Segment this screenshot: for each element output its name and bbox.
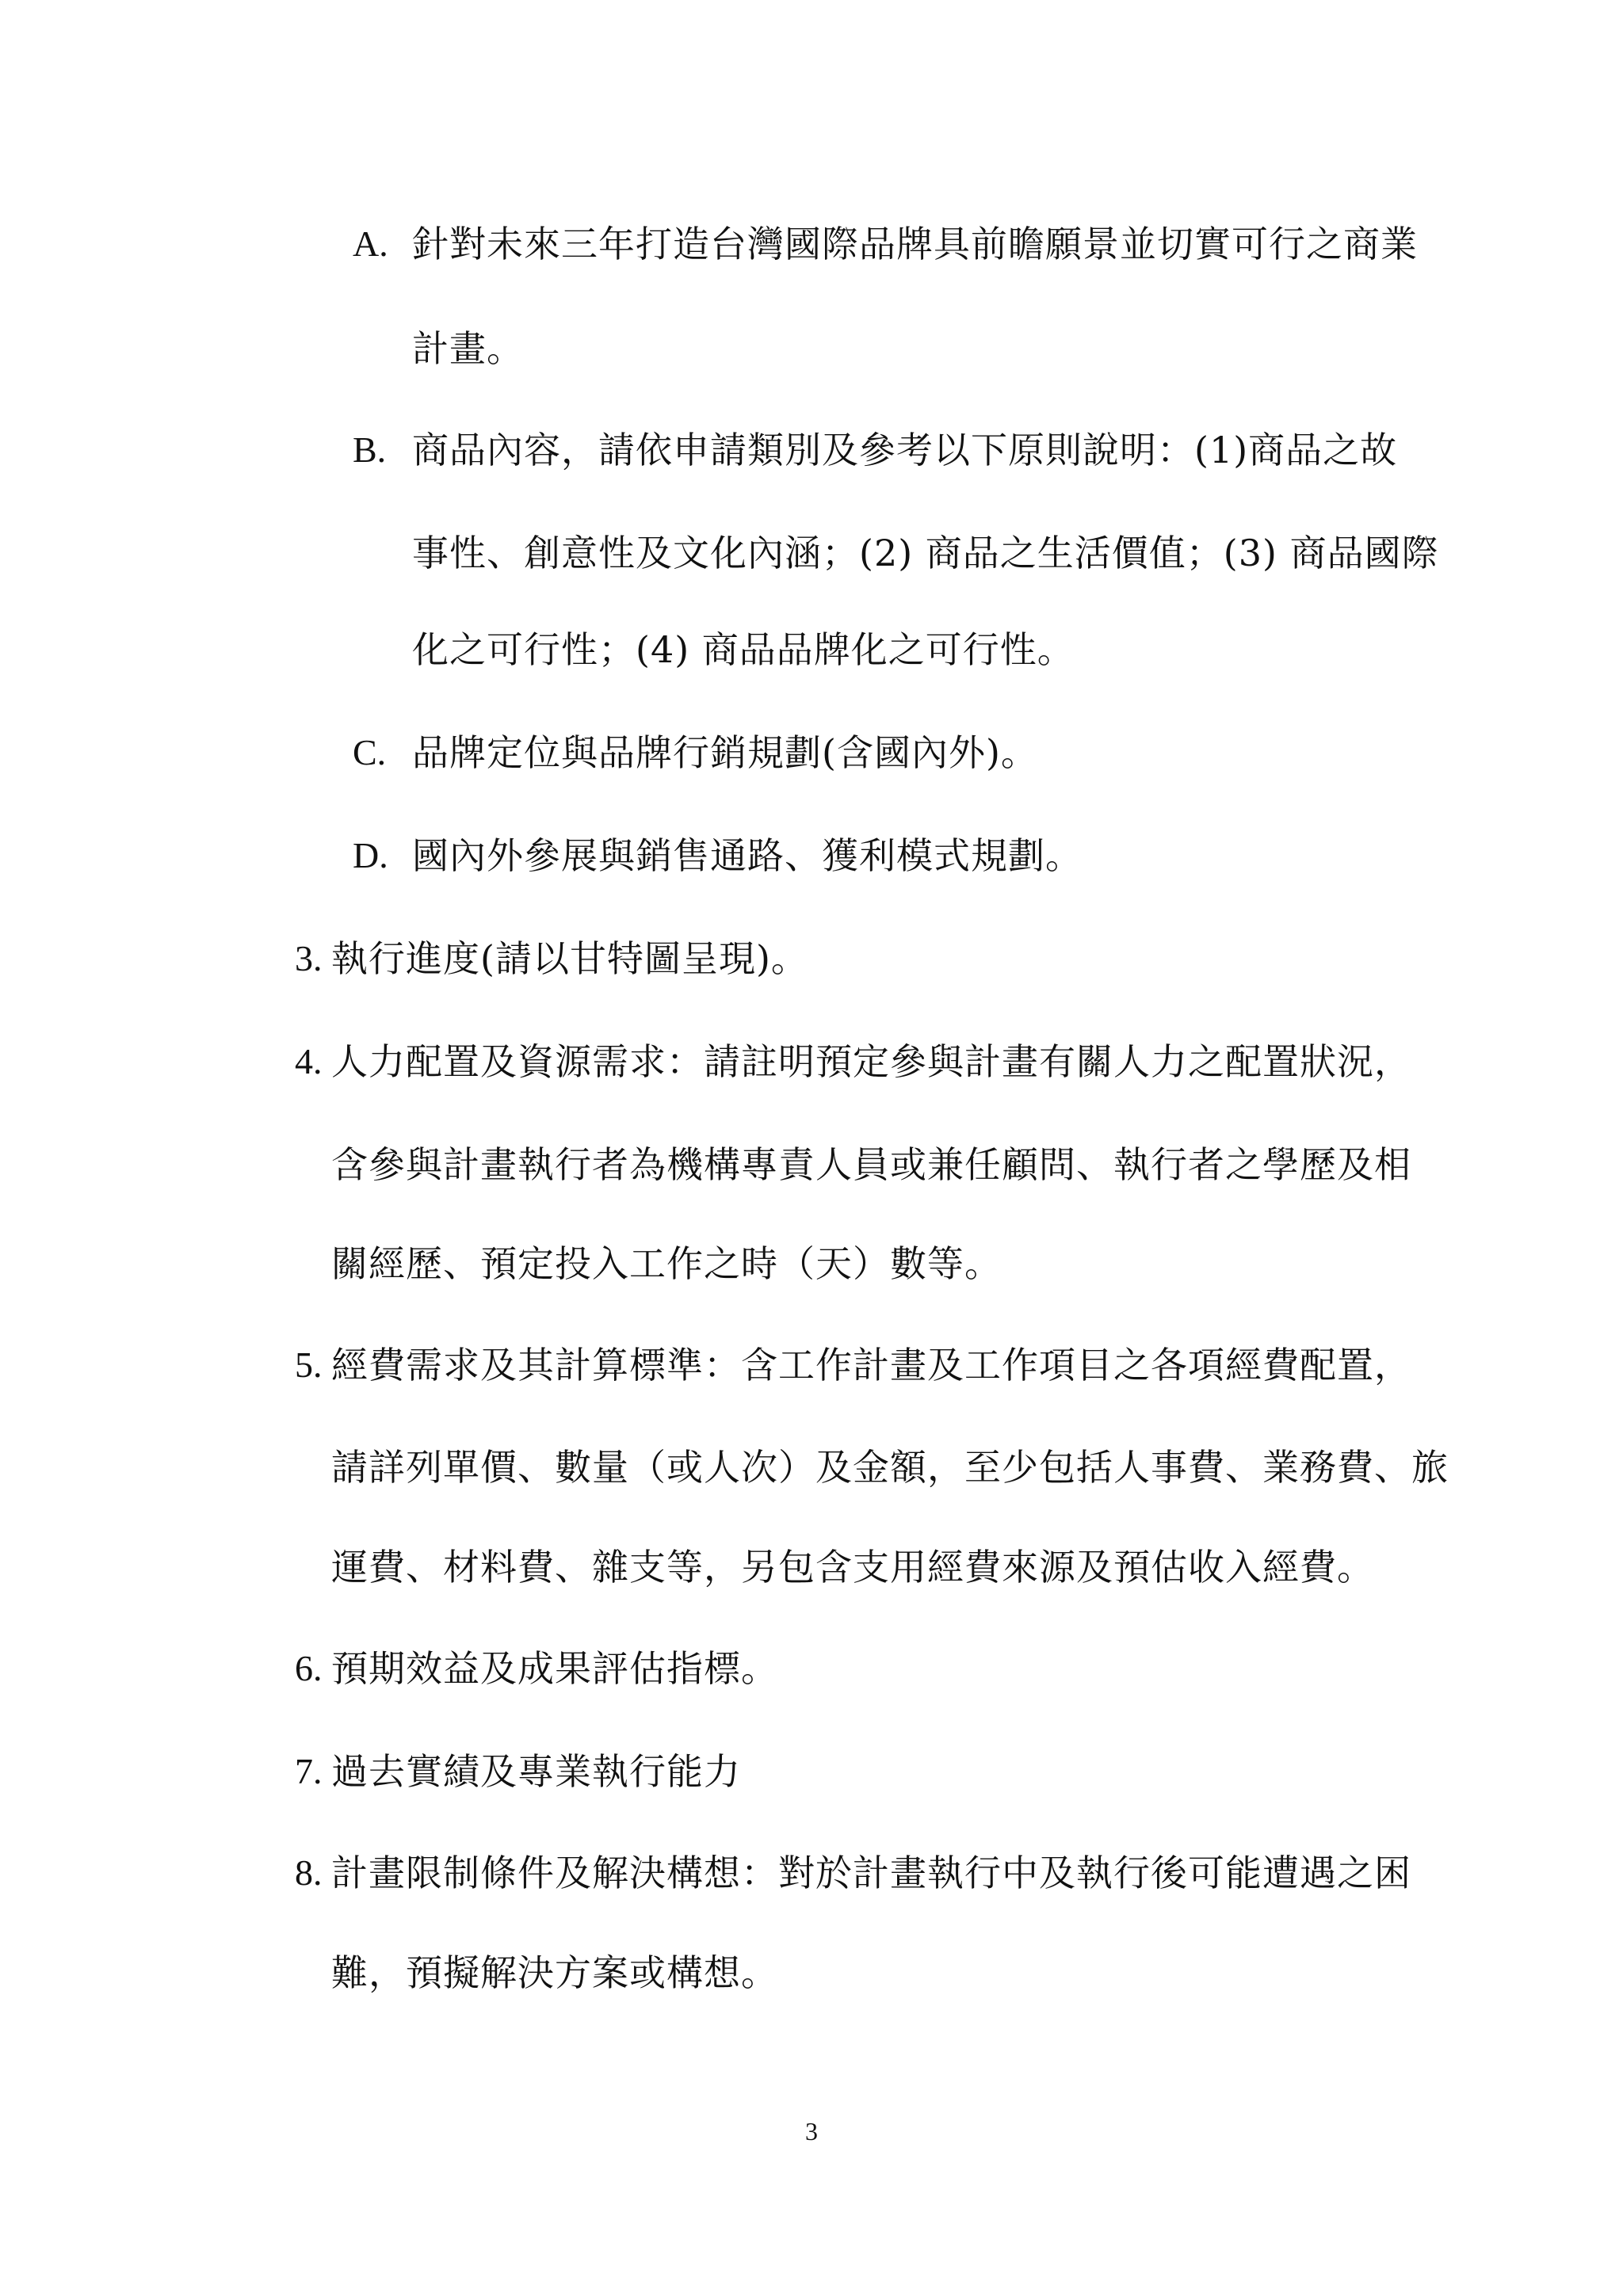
subitem-line: 事性、創意性及文化內涵；(2) 商品之生活價值；(3) 商品國際 — [412, 532, 1439, 574]
item-line: 計畫限制條件及解決構想：對於計畫執行中及執行後可能遭遇之困 — [331, 1852, 1411, 1894]
item-marker: 6. — [295, 1648, 323, 1688]
item-line: 經費需求及其計算標準：含工作計畫及工作項目之各項經費配置， — [331, 1344, 1411, 1386]
item-line: 運費、材料費、雜支等，另包含支用經費來源及預估收入經費。 — [331, 1546, 1374, 1589]
item-line: 預期效益及成果評估指標。 — [331, 1647, 778, 1690]
item-line: 請詳列單價、數量（或人次）及金額，至少包括人事費、業務費、旅 — [331, 1446, 1449, 1489]
subitem-marker: D. — [353, 835, 388, 875]
item-line: 過去實績及專業執行能力 — [331, 1750, 741, 1793]
subitem-marker: C. — [353, 732, 387, 772]
item-line: 難，預擬解決方案或構想。 — [331, 1951, 778, 1994]
item-line: 執行進度(請以甘特圖呈現)。 — [331, 937, 808, 980]
item-marker: 4. — [295, 1041, 323, 1081]
subitem-line: 針對未來三年打造台灣國際品牌具前瞻願景並切實可行之商業 — [412, 223, 1418, 265]
item-line: 關經歷、預定投入工作之時（天）數等。 — [331, 1242, 1002, 1285]
item-marker: 5. — [295, 1344, 323, 1385]
subitem-line: 化之可行性；(4) 商品品牌化之可行性。 — [412, 628, 1075, 671]
subitem-line: 計畫。 — [412, 327, 524, 370]
item-marker: 8. — [295, 1852, 323, 1893]
item-marker: 3. — [295, 938, 323, 978]
item-line: 含參與計畫執行者為機構專責人員或兼任顧問、執行者之學歷及相 — [331, 1143, 1411, 1186]
subitem-line: 國內外參展與銷售通路、獲利模式規劃。 — [412, 834, 1083, 877]
subitem-line: 品牌定位與品牌行銷規劃(含國內外)。 — [412, 731, 1038, 774]
item-line: 人力配置及資源需求：請註明預定參與計畫有關人力之配置狀況， — [331, 1040, 1411, 1083]
subitem-marker: A. — [353, 223, 388, 264]
subitem-marker: B. — [353, 429, 387, 470]
page-number: 3 — [805, 2117, 818, 2145]
item-marker: 7. — [295, 1751, 323, 1791]
subitem-line: 商品內容，請依申請類別及參考以下原則說明：(1)商品之故 — [412, 429, 1398, 471]
